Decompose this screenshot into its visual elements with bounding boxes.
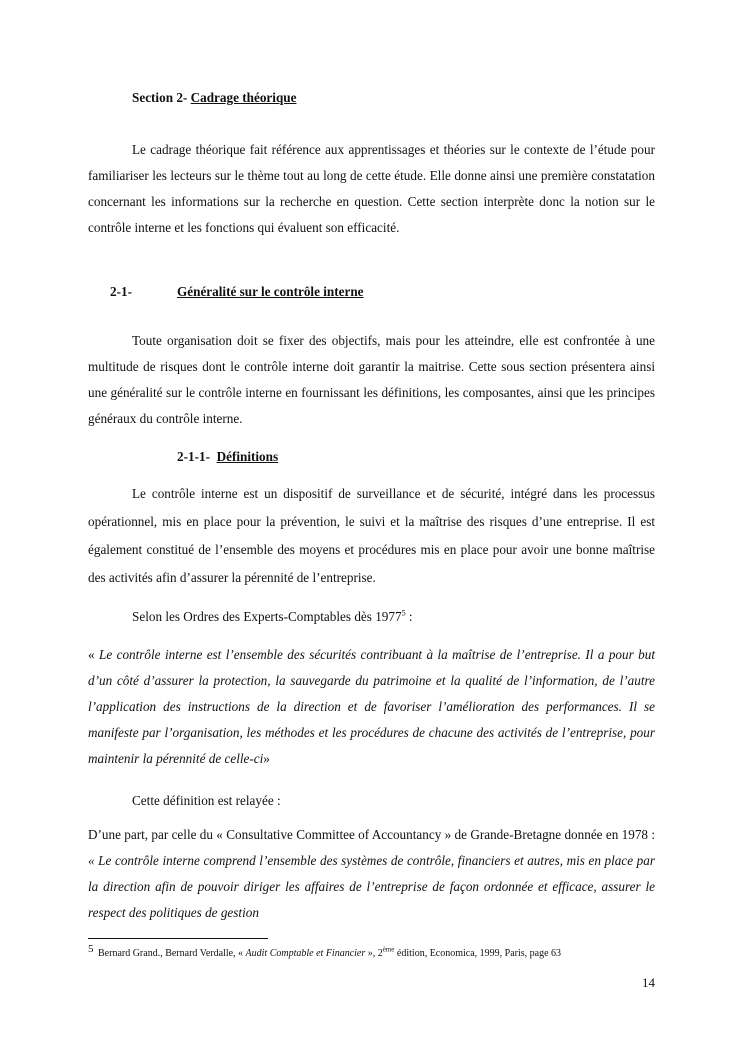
subsubsection-title: Définitions: [216, 449, 279, 464]
paragraph-citation-intro: [88, 604, 655, 630]
quote-text: Le contrôle interne est l’ensemble des sécurités contribuant à la maîtrise de l’entreprise. Il a pour but d’un côté d’assurer la protection, la sauvegarde du patrimoine et la qualité de l’information, de l’autre l’application des instructions de la direction et de favoriser l’amélioration des performances. Il se manifeste par l’organisation, les méthodes et les procédures de chacune des activités de l’entreprise, pour maintenir la pérennité de celle-ci: [88, 647, 655, 766]
subsubsection-number: 2-1-1-: [177, 449, 210, 464]
paragraph-intro: Le cadrage théorique fait référence aux apprentissages et théories sur le contexte de l’étude pour familiariser les lecteurs sur le thème tout au long de cette étude. Elle donne ainsi une première constatation concernant les informations sur la recherche en question. Cette section interprète donc la notion sur le contrôle interne et les fonctions qui évaluent son efficacité.: [88, 142, 655, 235]
subsection-number: 2-1-: [110, 284, 132, 299]
page-number: 14: [642, 975, 655, 990]
section-prefix: Section 2-: [132, 90, 191, 105]
quote-definition: [88, 642, 655, 772]
section-heading: [132, 90, 296, 106]
committee-text: D’une part, par celle du « Consultative Committee of Accountancy » de Grande-Bretagne donnée en 1978 :: [88, 827, 655, 842]
paragraph-relayee: Cette définition est relayée :: [132, 793, 281, 808]
paragraph-generalite: Toute organisation doit se fixer des objectifs, mais pour les atteindre, elle est confrontée à une multitude de risques dont le contrôle interne doit garantir la maitrise. Cette sous section présentera ainsi une généralité sur le contrôle interne en fournissant les définitions, les composantes, ainsi que les principes généraux du contrôle interne.: [88, 333, 655, 426]
paragraph-committee: [88, 822, 655, 926]
footnote-edition-sup: ème: [382, 945, 395, 954]
paragraph-definition: Le contrôle interne est un dispositif de surveillance et de sécurité, intégré dans les processus opérationnel, mis en place pour la prévention, le suivi et la maîtrise des risques d’une entreprise. Il est également constitué de l’ensemble des moyens et procédures mis en place pour avoir une bonne maîtrise des activités afin d’assurer la pérennité de l’entreprise.: [88, 486, 655, 585]
footnote-authors: Bernard Grand., Bernard Verdalle, «: [95, 948, 246, 959]
subsubsection-heading: [177, 449, 278, 465]
citation-intro-text: Selon les Ordres des Experts-Comptables dès 1977: [132, 609, 402, 624]
footnote-book: Audit Comptable et Financier: [245, 948, 366, 959]
footnote-number: 5: [88, 942, 94, 955]
footnote-rest: édition, Economica, 1999, Paris, page 63: [394, 948, 562, 959]
quote-close: »: [263, 751, 270, 766]
footnote-ref: 5: [401, 608, 406, 618]
footnote: [88, 942, 668, 961]
committee-quote: « Le contrôle interne comprend l’ensemble des systèmes de contrôle, financiers et autres, mis en place par la direction afin de pouvoir diriger les affaires de l’entreprise de façon ordonnée et efficace, assurer le respect des politiques de gestion: [88, 853, 655, 920]
footnote-rule: [88, 938, 268, 939]
footnote-after-book: », 2: [365, 948, 383, 959]
quote-open: «: [88, 647, 99, 662]
section-title: Cadrage théorique: [190, 90, 297, 105]
citation-intro-tail: :: [405, 609, 413, 624]
subsection-title: Généralité sur le contrôle interne: [177, 284, 364, 299]
